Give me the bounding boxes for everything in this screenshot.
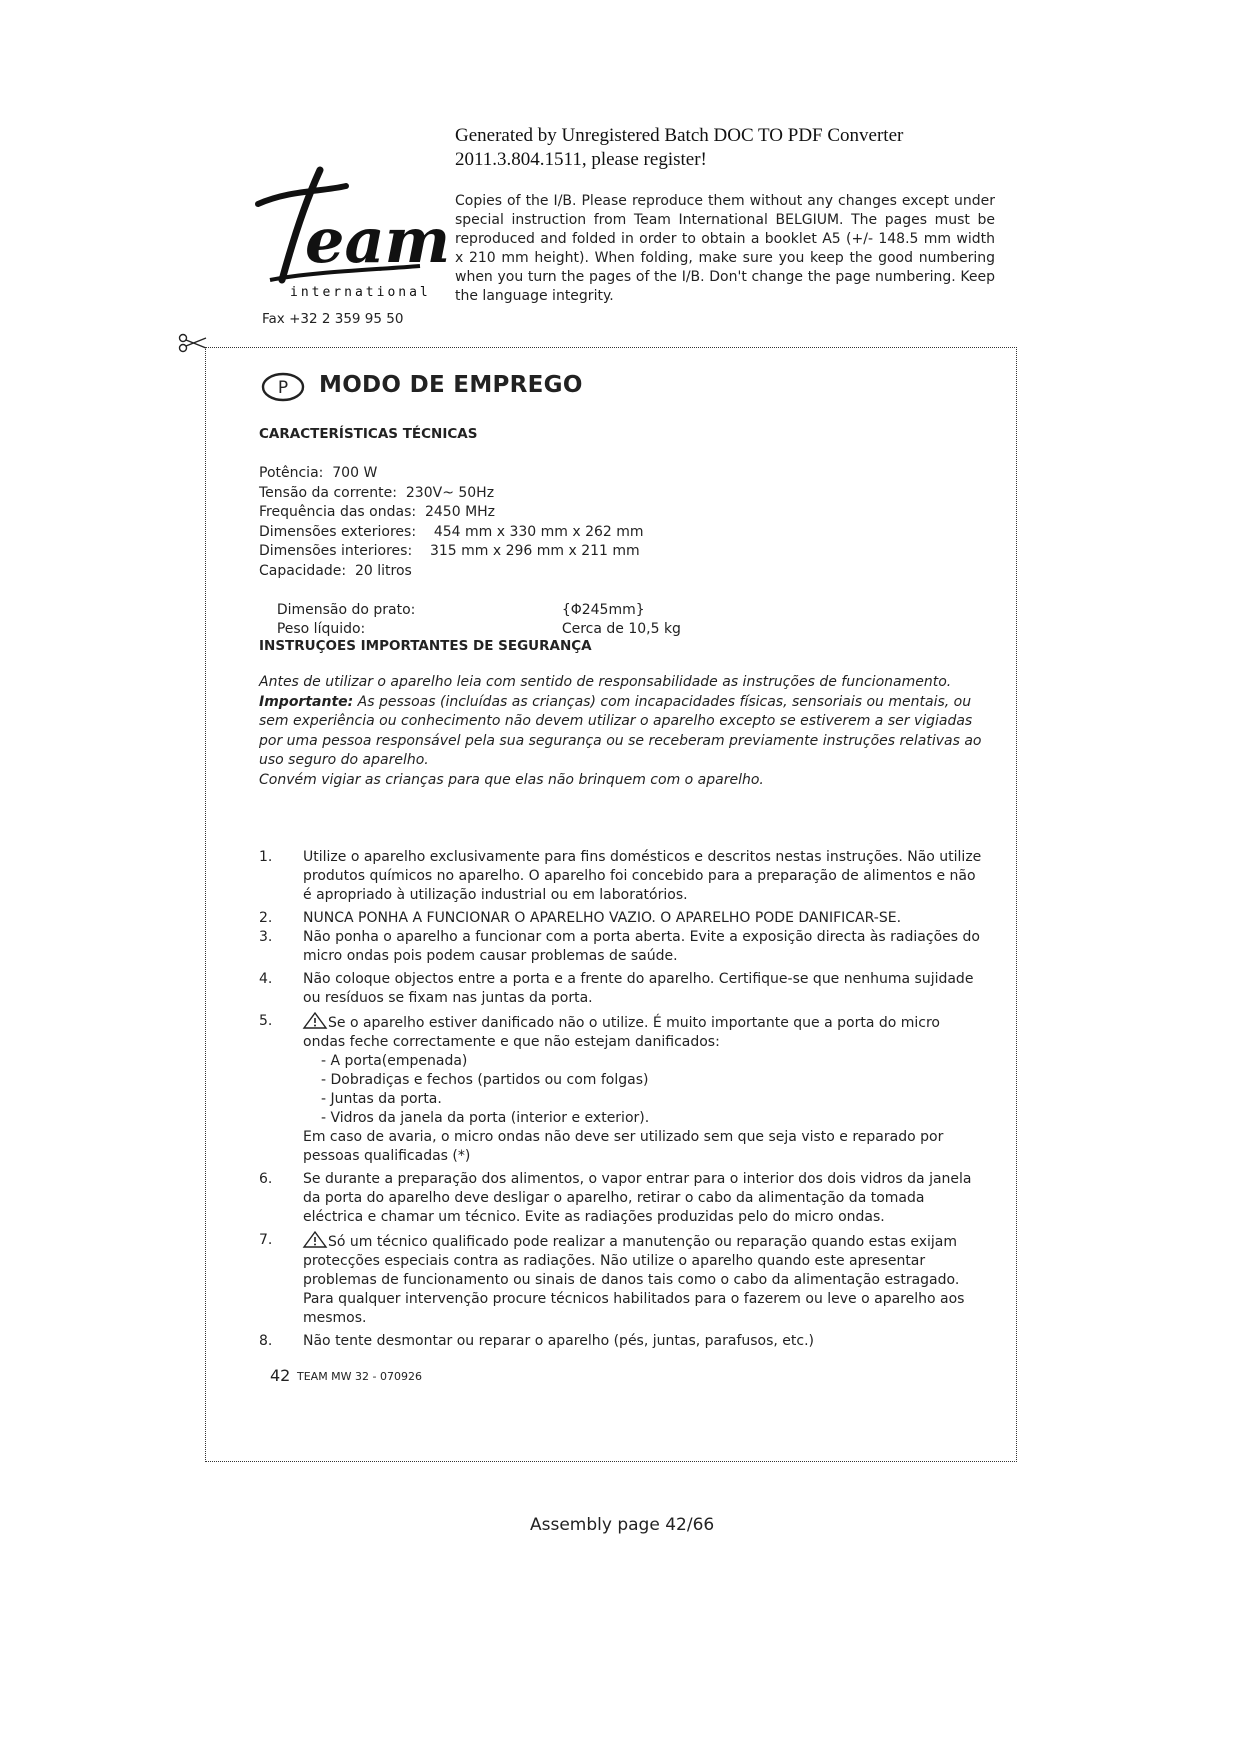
- item-number: 5.: [259, 1013, 273, 1029]
- list-item: [259, 1170, 984, 1227]
- safety-intro: [259, 673, 989, 790]
- safety-list: [259, 848, 984, 1355]
- specs-heading: CARACTERÍSTICAS TÉCNICAS: [259, 426, 478, 442]
- sub-item: - Juntas da porta.: [321, 1091, 442, 1107]
- important-paragraph: [259, 693, 989, 771]
- important-label: Importante:: [259, 693, 354, 710]
- item-text: Se durante a preparação dos alimentos, o vapor entrar para o interior dos dois vidros da janela da porta do aparelho deve desligar o aparelho, retirar o cabo da alimentação da tomada eléctrica e chamar um técnico. Evite as radiações produzidas pelo do micro ondas.: [303, 1171, 972, 1225]
- spec-value: Cerca de 10,5 kg: [561, 621, 681, 637]
- spec-frequency: Frequência das ondas: 2450 MHz: [259, 504, 496, 520]
- spec-value: {Φ245mm}: [561, 601, 645, 618]
- svg-text:international: international: [290, 285, 431, 300]
- spec-plate-diameter: [259, 581, 681, 618]
- spec-inner-dimensions: Dimensões interiores: 315 mm x 296 mm x 211 mm: [259, 543, 640, 559]
- spec-voltage: Tensão da corrente: 230V~ 50Hz: [259, 484, 495, 501]
- item-text: NUNCA PONHA A FUNCIONAR O APARELHO VAZIO. O APARELHO PODE DANIFICAR-SE.: [303, 910, 902, 926]
- page-number: 42: [270, 1366, 291, 1385]
- list-item: [259, 909, 984, 928]
- intro-paragraph: Antes de utilizar o aparelho leia com sentido de responsabilidade as instruções de funcionamento.: [259, 674, 952, 690]
- important-text: As pessoas (incluídas as crianças) com incapacidades físicas, sensoriais ou mentais, ou sem experiência ou conhecimento não devem utilizar o aparelho excepto se estiverem a ser vigiadas por uma pessoa responsável pela sua segurança ou se receberam previamente instruções relativas ao uso seguro do aparelho.: [259, 693, 982, 768]
- language-badge-oval: [261, 372, 305, 402]
- item-number: 2.: [259, 910, 273, 926]
- item-text: Só um técnico qualificado pode realizar a manutenção ou reparação quando estas exijam protecções especiais contra as radiações. Não utilize o aparelho quando este apresentar problemas de funcionamento ou sinais de danos tais como o cabo da alimentação estragado. Para qualquer intervenção procure técnicos habilitados para o fazerem ou leve o aparelho aos mesmos.: [303, 1234, 965, 1326]
- list-item: [259, 1012, 984, 1166]
- item-number: 4.: [259, 971, 273, 987]
- manual-title: MODO DE EMPREGO: [319, 372, 583, 398]
- converter-watermark-notice: Generated by Unregistered Batch DOC TO PDF Converter 2011.3.804.1511, please register!: [455, 125, 904, 170]
- item-number: 8.: [259, 1333, 273, 1349]
- list-item: [259, 1231, 984, 1328]
- sub-item: - Vidros da janela da porta (interior e exterior).: [321, 1110, 650, 1126]
- item-text: Não ponha o aparelho a funcionar com a porta aberta. Evite a exposição directa às radiações do micro ondas pois podem causar problemas de saúde.: [303, 929, 980, 964]
- assembly-page-label: Assembly page 42/66: [530, 1515, 715, 1535]
- spec-label: Peso líquido:: [276, 621, 366, 637]
- sub-item: - A porta(empenada): [321, 1053, 468, 1069]
- spec-power: Potência: 700 W: [259, 465, 378, 481]
- reproduction-instructions: Copies of the I/B. Please reproduce them without any changes except under special instruction from Team International BELGIUM. The pages must be reproduced and folded in order to obtain a booklet A5 (+/- 148.5 mm width x 210 mm height). When folding, make sure you keep the good numbering when you turn the pages of the I/B. Don't change the page numbering. Keep the language integrity.: [455, 193, 995, 304]
- model-reference: TEAM MW 32 - 070926: [297, 1370, 422, 1383]
- cut-line: [205, 347, 1017, 348]
- item-note: Em caso de avaria, o micro ondas não deve ser utilizado sem que seja visto e reparado por pessoas qualificadas (*): [303, 1129, 944, 1164]
- item-text: Se o aparelho estiver danificado não o utilize. É muito importante que a porta do micro ondas feche correctamente e que não estejam danificados:: [303, 1015, 940, 1050]
- svg-text:eam: eam: [305, 204, 451, 277]
- item-number: 3.: [259, 929, 273, 945]
- warning-triangle-icon: [303, 1012, 327, 1029]
- item-text: Não tente desmontar ou reparar o aparelho (pés, juntas, parafusos, etc.): [303, 1333, 815, 1349]
- list-item: [259, 1332, 984, 1351]
- spec-label: Dimensão do prato:: [276, 601, 416, 618]
- list-item: [259, 928, 984, 966]
- item-number: 6.: [259, 1171, 273, 1187]
- team-international-logo: [250, 162, 451, 302]
- children-paragraph: Convém vigiar as crianças para que elas não brinquem com o aparelho.: [259, 771, 764, 788]
- list-item: [259, 848, 984, 905]
- sub-item: - Dobradiças e fechos (partidos ou com folgas): [321, 1072, 649, 1088]
- scissors-icon: [178, 333, 208, 353]
- language-badge: [261, 372, 305, 402]
- fax-number: Fax +32 2 359 95 50: [262, 311, 404, 327]
- spec-outer-dimensions: Dimensões exteriores: 454 mm x 330 mm x 262 mm: [259, 523, 644, 540]
- item-number: 1.: [259, 849, 273, 865]
- item-number: 7.: [259, 1232, 273, 1248]
- item-text: Utilize o aparelho exclusivamente para fins domésticos e descritos nestas instruções. Não utilize produtos químicos no aparelho. O aparelho foi concebido para a preparação de alimentos e não é apropriado à utilização industrial ou em laboratórios.: [303, 849, 982, 903]
- safety-heading: INSTRUÇOES IMPORTANTES DE SEGURANÇA: [259, 638, 592, 654]
- technical-specs: [259, 464, 681, 637]
- spec-capacity: Capacidade: 20 litros: [259, 562, 412, 579]
- language-code: P: [277, 378, 289, 398]
- item-text: Não coloque objectos entre a porta e a frente do aparelho. Certifique-se que nenhuma sujidade ou resíduos se fixam nas juntas da porta.: [303, 971, 974, 1006]
- warning-triangle-icon: [303, 1231, 327, 1248]
- list-item: [259, 970, 984, 1008]
